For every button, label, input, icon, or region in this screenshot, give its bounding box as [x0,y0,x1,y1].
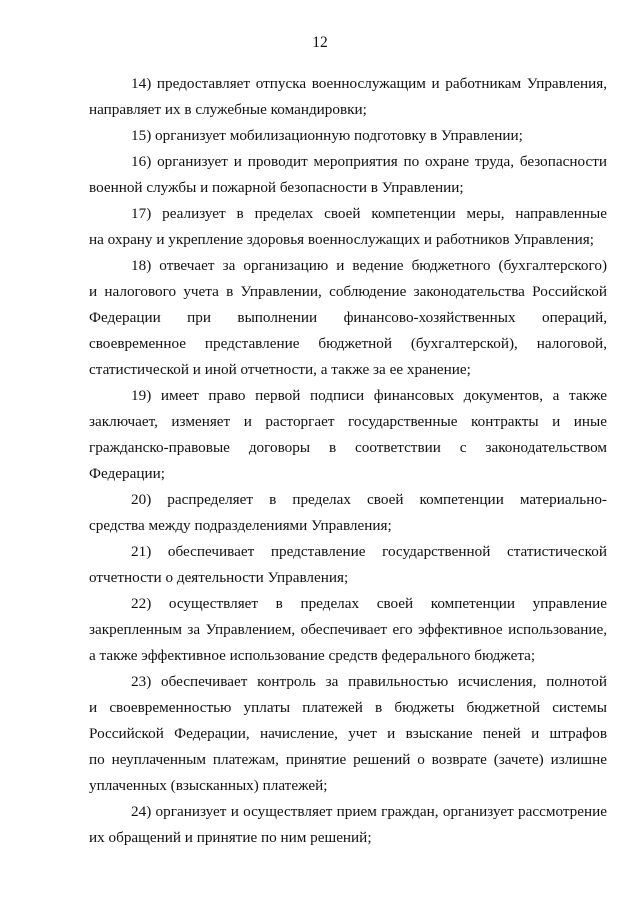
paragraph-line: Федерации; [89,465,165,482]
paragraph-line: 16) организует и проводит мероприятия по охране труда, безопасности [131,153,607,170]
paragraph [89,669,607,799]
paragraph-line: уплаченных (взысканных) платежей; [89,777,328,794]
paragraph [89,201,607,253]
paragraph [89,799,607,851]
paragraph-line: направляет их в служебные командировки; [89,101,367,118]
paragraph-line: закрепленным за Управлением, обеспечивает его эффективное использование, [89,621,607,638]
paragraph-line: их обращений и принятие по ним решений; [89,829,372,846]
paragraph [89,487,607,539]
paragraph-line: 17) реализует в пределах своей компетенции меры, направленные [131,205,607,222]
paragraph-line: гражданско-правовые договоры в соответствии с законодательством [89,439,607,456]
paragraph [89,383,607,487]
paragraph-line: 20) распределяет в пределах своей компетенции материально- [131,491,607,508]
paragraph [89,591,607,669]
paragraph [89,253,607,383]
paragraph-line: отчетности о деятельности Управления; [89,569,349,586]
paragraph [89,149,607,201]
paragraph-line: 14) предоставляет отпуска военнослужащим и работникам Управления, [131,75,607,92]
paragraph-line: военной службы и пожарной безопасности в Управлении; [89,179,464,196]
page-number: 12 [312,34,328,51]
paragraph [89,123,607,149]
paragraph-line: а также эффективное использование средств федерального бюджета; [89,647,536,664]
paragraph [89,539,607,591]
paragraph-line: 15) организует мобилизационную подготовку в Управлении; [131,127,523,144]
document-body [89,71,607,851]
paragraph-line: заключает, изменяет и расторгает государственные контракты и иные [89,413,607,430]
paragraph-line: 19) имеет право первой подписи финансовых документов, а также [131,387,607,404]
paragraph-line: 18) отвечает за организацию и ведение бюджетного (бухгалтерского) [131,257,607,274]
paragraph-line: Федерации при выполнении финансово-хозяйственных операций, [89,309,607,326]
paragraph-line: и налогового учета в Управлении, соблюдение законодательства Российской [89,283,607,300]
paragraph-line: 23) обеспечивает контроль за правильностью исчисления, полнотой [131,673,607,690]
paragraph-line: на охрану и укрепление здоровья военнослужащих и работников Управления; [89,231,594,248]
paragraph-line: 21) обеспечивает представление государственной статистической [131,543,607,560]
paragraph-line: статистической и иной отчетности, а также за ее хранение; [89,361,471,378]
paragraph [89,71,607,123]
paragraph-line: средства между подразделениями Управления; [89,517,392,534]
paragraph-line: 24) организует и осуществляет прием граждан, организует рассмотрение [131,803,607,820]
paragraph-line: Российской Федерации, начисление, учет и взыскание пеней и штрафов [89,725,607,742]
paragraph-line: 22) осуществляет в пределах своей компетенции управление [131,595,607,612]
paragraph-line: своевременное представление бюджетной (бухгалтерской), налоговой, [89,335,607,352]
paragraph-line: и своевременностью уплаты платежей в бюджеты бюджетной системы [89,699,607,716]
paragraph-line: по неуплаченным платежам, принятие решений о возврате (зачете) излишне [89,751,607,768]
